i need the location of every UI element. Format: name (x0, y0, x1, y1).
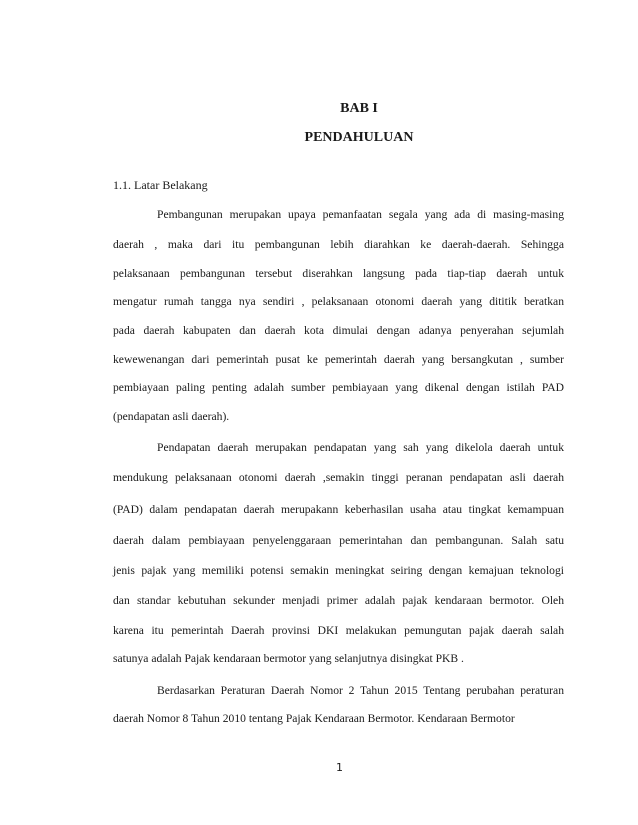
text-line: mendukung pelaksanaan otonomi daerah ,semakin tinggi peranan pendapatan asli daerah (113, 471, 564, 484)
text-line: Pembangunan merupakan upaya pemanfaatan segala yang ada di masing-masing (157, 208, 564, 221)
section-heading: 1.1. Latar Belakang (113, 178, 208, 192)
chapter-title: PENDAHULUAN (304, 130, 414, 145)
text-line: karena itu pemerintah Daerah provinsi DKI melakukan pemungutan pajak daerah salah (113, 624, 564, 637)
text-line: Pendapatan daerah merupakan pendapatan yang sah yang dikelola daerah untuk (157, 441, 564, 454)
text-line: dan standar kebutuhan sekunder menjadi primer adalah pajak kendaraan bermotor. Oleh (113, 594, 564, 607)
text-line: (pendapatan asli daerah). (113, 410, 230, 423)
text-line: pada daerah kabupaten dan daerah kota dimulai dengan adanya penyerahan sejumlah (113, 324, 564, 337)
text-line: satunya adalah Pajak kendaraan bermotor yang selanjutnya disingkat PKB . (113, 652, 464, 665)
text-line: jenis pajak yang memiliki potensi semakin meningkat seiring dengan kemajuan teknologi (113, 564, 564, 577)
text-line: mengatur rumah tangga nya sendiri , pelaksanaan otonomi daerah yang dititik beratkan (113, 295, 564, 308)
page-number: 1 (336, 761, 343, 774)
chapter-heading: BAB I (340, 101, 378, 116)
text-line: (PAD) dalam pendapatan daerah merupakann keberhasilan usaha atau tingkat kemampuan (113, 503, 564, 516)
text-line: Berdasarkan Peraturan Daerah Nomor 2 Tahun 2015 Tentang perubahan peraturan (157, 684, 564, 697)
text-line: kewewenangan dari pemerintah pusat ke pemerintah daerah yang bersangkutan , sumber (113, 353, 564, 366)
text-line: pembiayaan paling penting adalah sumber pembiayaan yang dikenal dengan istilah PAD (113, 381, 564, 394)
text-line: daerah dalam pembiayaan penyelenggaraan pemerintahan dan pembangunan. Salah satu (113, 534, 564, 547)
text-line: daerah , maka dari itu pembangunan lebih diarahkan ke daerah-daerah. Sehingga (113, 238, 564, 251)
text-line: daerah Nomor 8 Tahun 2010 tentang Pajak Kendaraan Bermotor. Kendaraan Bermotor (113, 712, 515, 725)
text-line: pelaksanaan pembangunan tersebut diserahkan langsung pada tiap-tiap daerah untuk (113, 267, 564, 280)
